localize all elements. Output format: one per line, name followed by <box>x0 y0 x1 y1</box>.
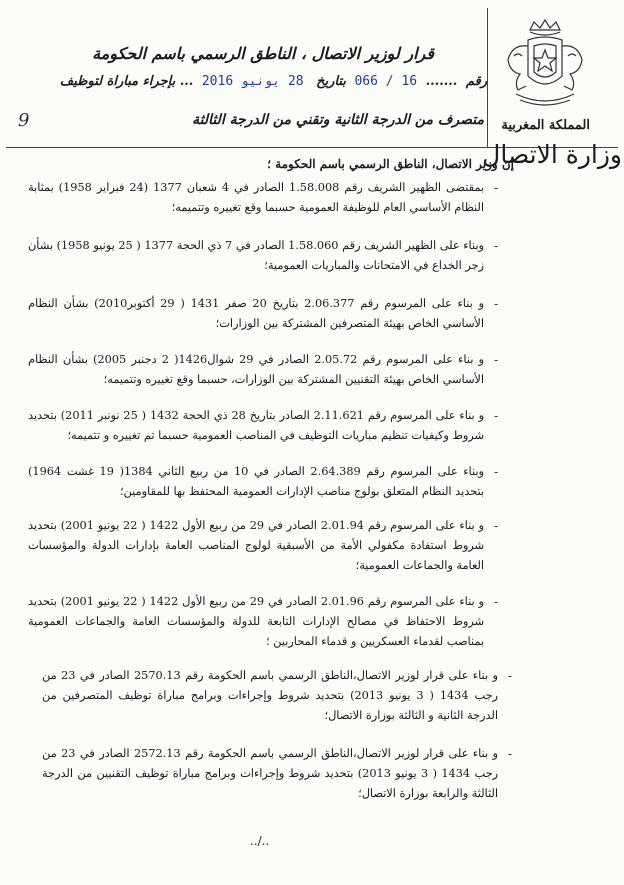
handwritten-mark: 9 <box>18 110 30 131</box>
list-item: - و بناء على المرسوم رقم 2.01.94 الصادر في 29 من ربيع الأول 1422 ( 22 يونيو 2001) بتحديد شروط استفادة مكفولي الأمة من الأسبقية لولوج المناصب العامة بإدارات الدولة والمؤسسات العامة والجماعات العمومية؛ <box>28 519 498 572</box>
list-item: - و بناء على المرسوم رقم 2.01.96 الصادر في 29 من ربيع الأول 1422 ( 22 يونيو 2001) بتحديد شروط الاحتفاظ في مصالح الإدارات التابعة للدولة والمؤسسات العامة والجماعات العمومية بمناصب لقدماء العسكريين و قدماء المحاربين ؛ <box>28 595 498 648</box>
page-continuation-marker: ../.. <box>250 834 270 848</box>
intro-line: إن وزير الاتصال، الناطق الرسمي باسم الحكومة ؛ <box>267 157 514 171</box>
decision-title: قرار لوزير الاتصال ، الناطق الرسمي باسم الحكومة <box>92 44 434 63</box>
list-item: - و بناء على قرار لوزير الاتصال،الناطق الرسمي باسم الحكومة رقم 2570.13 الصادر في 23 من رجب 1434 ( 3 يونيو 2013) بتحديد شروط وإجراءات وبرامج مباراة توظيف المتصرفين من الدرجة الثانية و الثالثة بوزارة الاتصال؛ <box>42 669 512 722</box>
decision-number-line: رقم ....... 16 / 066 بتاريخ 28 يونيو 2016 ... بإجراء مباراة لتوظيف <box>59 74 487 89</box>
list-item: - وبناء على المرسوم رقم 2.64.389 الصادر في 10 من ربيع الثاني 1384( 19 غشت 1964) بتحديد النظام المتعلق بولوج مناصب الإدارات العمومية المحتفظ بها للمقاومين؛ <box>28 465 498 498</box>
list-item: - و بناء على المرسوم رقم 2.11.621 الصادر بتاريخ 28 ذي الحجة 1432 ( 25 نونبر 2011) بتحديد شروط وكيفيات تنظيم مباريات التوظيف في المناصب العمومية حسبما تم تغييره و تتميمه؛ <box>28 409 498 442</box>
date-value: 28 يونيو 2016 <box>201 74 304 89</box>
list-item: - و بناء على المرسوم رقم 2.05.72 الصادر في 29 شوال1426( 2 دجنبر 2005) بشأن النظام الأساسي الخاص بهيئة التقنيين المشتركة بين الوزارات، حسبما وقع تغييره وتتميمه؛ <box>28 353 498 386</box>
ministry-label: وزارة الاتصال <box>482 140 622 169</box>
list-item: - بمقتضى الظهير الشريف رقم 1.58.008 الصادر في 4 شعبان 1377 (24 فبراير 1958) بمثابة النظام الأساسي العام للوظيفة العمومية حسبما وقع تغييره وتتميمه؛ <box>28 181 498 214</box>
list-item: - و بناء على المرسوم رقم 2.06.377 بتاريخ 20 صفر 1431 ( 29 أكتوبر2010) بشأن النظام الأساسي الخاص بهيئة المتصرفين المشتركة بين الوزارات؛ <box>28 297 498 330</box>
moroccan-coat-of-arms-emblem <box>500 16 590 112</box>
number-label: رقم <box>465 74 487 89</box>
date-label: بتاريخ <box>316 74 346 89</box>
kingdom-label: المملكة المغربية <box>501 118 590 133</box>
list-item: - وبناء على الظهير الشريف رقم 1.58.060 الصادر في 7 ذي الحجة 1377 ( 25 يونيو 1958) بشأن زجر الخداع في الامتحانات والمباريات العمومية؛ <box>28 239 498 272</box>
decision-subject: متصرف من الدرجة الثانية وتقني من الدرجة الثالثة <box>192 112 484 128</box>
purpose-label: بإجراء مباراة لتوظيف <box>59 74 176 89</box>
list-item: - و بناء على قرار لوزير الاتصال،الناطق الرسمي باسم الحكومة رقم 2572.13 الصادر في 23 من رجب 1434 ( 3 يونيو 2013) بتحديد شروط وإجراءات وبرامج مباراة توظيف التقنيين من الدرجة الثالثة والرابعة بوزارة الاتصال؛ <box>42 747 512 800</box>
header-vertical-rule <box>487 8 488 148</box>
number-value: 16 / 066 <box>354 74 418 89</box>
